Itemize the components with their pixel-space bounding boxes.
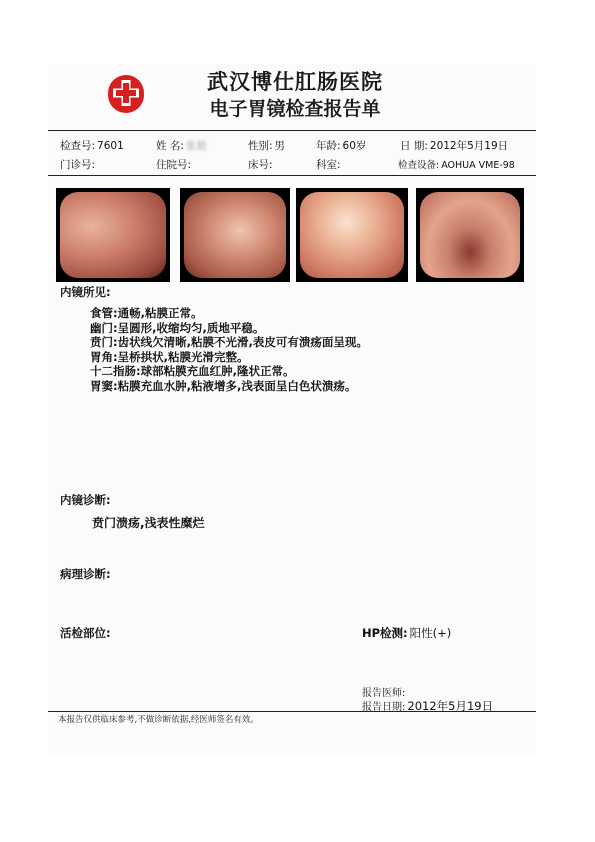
footer-divider xyxy=(48,711,536,712)
report-doctor: 报告医师: xyxy=(362,688,406,699)
finding-row: 胃角:呈桥拱状,粘膜光滑完整。 xyxy=(90,349,249,364)
red-cross-logo-icon xyxy=(106,73,146,113)
dept-field: 科室: xyxy=(316,159,341,171)
finding-row: 幽门:呈圆形,收缩均匀,质地平稳。 xyxy=(90,320,265,335)
hospital-name: 武汉博仕肛肠医院 xyxy=(207,69,383,94)
header-divider xyxy=(48,130,536,131)
report-title: 电子胃镜检查报告单 xyxy=(209,98,381,120)
report-date: 报告日期: 2012年5月19日 xyxy=(362,699,494,713)
outpatient-field: 门诊号: xyxy=(60,159,96,171)
date-field: 日 期: 2012年5月19日 xyxy=(400,140,509,152)
age-field: 年龄: 60岁 xyxy=(316,140,367,152)
name-field: 姓 名: 张艳 xyxy=(156,140,207,152)
finding-row: 贲门:齿状线欠清晰,粘膜不光滑,表皮可有溃疡面呈现。 xyxy=(90,335,368,349)
finding-row: 胃窦:粘膜充血水肿,粘液增多,浅表面呈白色状溃疡。 xyxy=(90,378,357,393)
footer-note: 本报告仅供临床参考,不做诊断依据,经医师签名有效。 xyxy=(58,715,259,725)
inpatient-field: 住院号: xyxy=(156,159,192,171)
endoscopy-image-2 xyxy=(180,188,290,282)
bed-field: 床号: xyxy=(248,159,273,171)
info-divider xyxy=(48,175,536,176)
diagnosis-label: 内镜诊断: xyxy=(60,493,111,507)
finding-row: 食管:通畅,粘膜正常。 xyxy=(90,306,203,320)
biopsy-label: 活检部位: xyxy=(60,626,111,640)
findings-label: 内镜所见: xyxy=(60,285,111,299)
findings-list xyxy=(90,306,368,393)
diagnosis-text: 贲门溃疡,浅表性糜烂 xyxy=(92,516,205,530)
exam-no-field: 检查号: 7601 xyxy=(60,140,124,152)
pathology-label: 病理诊断: xyxy=(60,567,111,581)
sex-field: 性别: 男 xyxy=(248,140,286,152)
finding-row: 十二指肠:球部粘膜充血红肿,隆状正常。 xyxy=(90,364,295,378)
endoscopy-image-1 xyxy=(56,188,170,282)
endoscopy-image-3 xyxy=(296,188,408,282)
hp-result: 阳性(+) xyxy=(409,626,452,640)
device-field: 检查设备: AOHUA VME-98 xyxy=(398,160,515,171)
patient-name: 张艳 xyxy=(185,140,207,152)
endoscopy-image-4 xyxy=(416,188,524,282)
hp-test: HP检测: 阳性(+) xyxy=(362,626,452,640)
